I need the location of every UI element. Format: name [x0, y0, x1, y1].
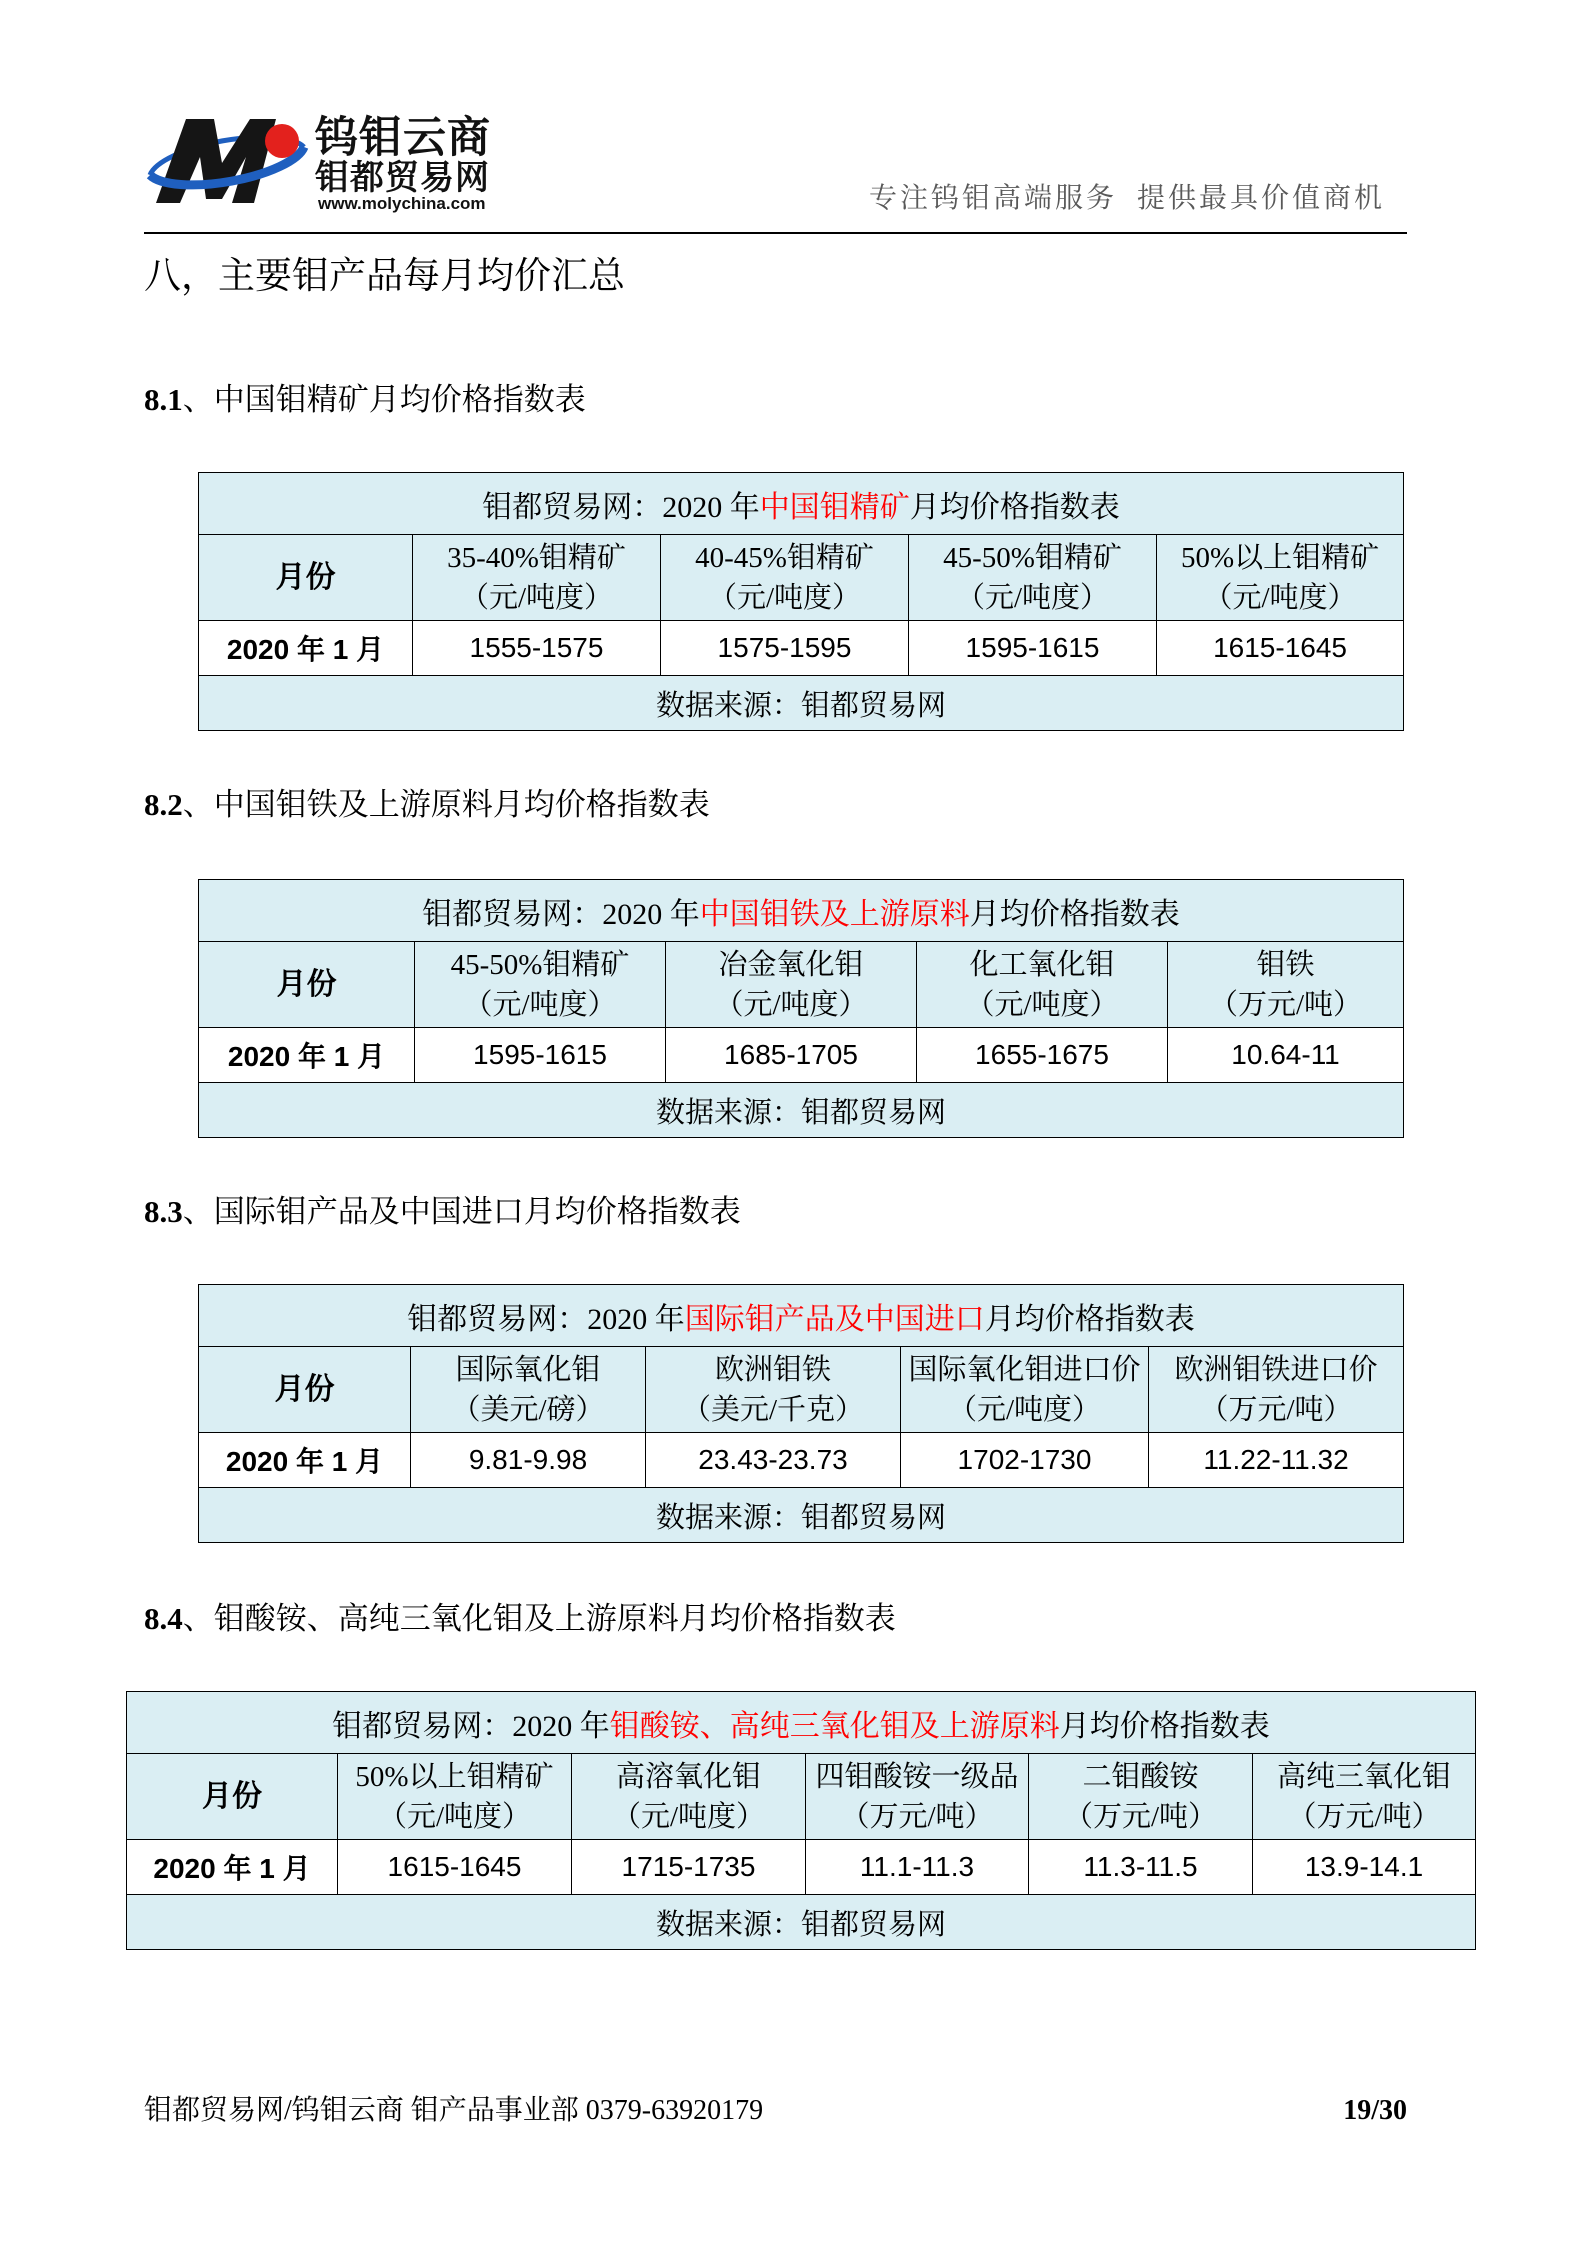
table-title — [199, 880, 1404, 942]
column-header — [1253, 1754, 1476, 1840]
column-unit: （元/吨度） — [377, 1800, 532, 1833]
header-divider — [144, 232, 1407, 234]
table-cell: 11.1-11.3 — [806, 1840, 1029, 1895]
table-source-row — [199, 1083, 1404, 1138]
column-header — [901, 1347, 1149, 1433]
month-header: 月份 — [127, 1754, 338, 1840]
table-title-row — [199, 1285, 1404, 1347]
column-header — [661, 535, 909, 621]
table-cell: 1715-1735 — [572, 1840, 806, 1895]
footer-contact: 钼都贸易网/钨钼云商 钼产品事业部 0379-63920179 — [144, 2095, 764, 2126]
column-header — [666, 942, 917, 1028]
column-name: 40-45%钼精矿 — [695, 541, 874, 574]
column-name: 50%以上钼精矿 — [355, 1760, 554, 1793]
column-unit: （美元/磅） — [451, 1393, 605, 1426]
column-header — [572, 1754, 806, 1840]
subsection-heading — [144, 380, 586, 420]
page-number: 19/30 — [1343, 2095, 1407, 2126]
column-header — [415, 942, 666, 1028]
column-unit: （元/吨度） — [955, 581, 1110, 614]
table-row — [199, 621, 1404, 676]
table-title-highlight: 中国钼铁及上游原料 — [699, 897, 970, 931]
column-unit: （元/吨度） — [707, 581, 862, 614]
column-name: 欧洲钼铁进口价 — [1174, 1353, 1378, 1386]
table-cell: 1615-1645 — [1157, 621, 1404, 676]
column-unit: （万元/吨） — [1063, 1800, 1218, 1833]
subsection-heading — [144, 1599, 896, 1639]
column-unit: （万元/吨） — [1287, 1800, 1441, 1833]
month-header: 月份 — [199, 942, 415, 1028]
table-title — [127, 1692, 1476, 1754]
table-row — [127, 1840, 1476, 1895]
column-header — [1149, 1347, 1404, 1433]
table-title-suffix: 月均价格指数表 — [984, 1302, 1195, 1336]
column-header — [338, 1754, 572, 1840]
column-header — [646, 1347, 901, 1433]
table-title-suffix: 月均价格指数表 — [909, 490, 1120, 524]
column-header — [917, 942, 1168, 1028]
table-cell: 1595-1615 — [415, 1028, 666, 1083]
column-name: 45-50%钼精矿 — [943, 541, 1122, 574]
section-title: 八，主要钼产品每月均价汇总 — [144, 256, 625, 297]
table-header-row — [127, 1754, 1476, 1840]
table-title-highlight: 中国钼精矿 — [759, 490, 910, 524]
table-title-suffix: 月均价格指数表 — [1059, 1709, 1270, 1743]
month-cell: 2020 年 1 月 — [199, 621, 413, 676]
column-name: 钼铁 — [1256, 948, 1315, 981]
price-table — [198, 1284, 1404, 1543]
table-source-row — [127, 1895, 1476, 1950]
column-unit: （元/吨度） — [463, 988, 617, 1021]
logo-m-shape — [156, 119, 276, 203]
table-row — [199, 1433, 1404, 1488]
table-cell: 11.22-11.32 — [1149, 1433, 1404, 1488]
table-cell: 9.81-9.98 — [411, 1433, 646, 1488]
table-header-row — [199, 1347, 1404, 1433]
table-header-row — [199, 535, 1404, 621]
subsection-text: 、中国钼铁及上游原料月均价格指数表 — [182, 787, 710, 822]
logo-graphic — [142, 113, 312, 209]
column-header — [1168, 942, 1404, 1028]
table-title — [199, 1285, 1404, 1347]
column-header — [909, 535, 1157, 621]
table-cell: 1575-1595 — [661, 621, 909, 676]
table-title-highlight: 钼酸铵、高纯三氧化钼及上游原料 — [609, 1709, 1060, 1743]
month-header: 月份 — [199, 1347, 411, 1433]
month-cell: 2020 年 1 月 — [199, 1433, 411, 1488]
column-unit: （元/吨度） — [459, 581, 614, 614]
subsection-number: 8.1 — [144, 382, 183, 417]
month-cell: 2020 年 1 月 — [199, 1028, 415, 1083]
subsection-number: 8.4 — [144, 1601, 183, 1636]
column-name: 化工氧化钼 — [969, 948, 1115, 981]
table-source-row — [199, 1488, 1404, 1543]
table-row — [199, 1028, 1404, 1083]
table-cell: 1595-1615 — [909, 621, 1157, 676]
column-unit: （元/吨度） — [965, 988, 1119, 1021]
subsection-text: 、钼酸铵、高纯三氧化钼及上游原料月均价格指数表 — [182, 1601, 896, 1636]
header-tagline: 专注钨钼高端服务 提供最具价值商机 — [868, 183, 1385, 214]
column-name: 冶金氧化钼 — [718, 948, 864, 981]
month-cell: 2020 年 1 月 — [127, 1840, 338, 1895]
table-header-row — [199, 942, 1404, 1028]
table-source: 数据来源：钼都贸易网 — [199, 1083, 1404, 1138]
column-unit: （元/吨度） — [947, 1393, 1102, 1426]
table-cell: 1685-1705 — [666, 1028, 917, 1083]
subsection-heading — [144, 1192, 741, 1232]
price-table — [126, 1691, 1476, 1950]
logo-icon — [142, 113, 312, 209]
table-source: 数据来源：钼都贸易网 — [199, 676, 1404, 731]
column-unit: （元/吨度） — [611, 1800, 766, 1833]
table-source: 数据来源：钼都贸易网 — [199, 1488, 1404, 1543]
subsection-number: 8.2 — [144, 787, 183, 822]
table-title-row — [199, 880, 1404, 942]
column-unit: （万元/吨） — [1209, 988, 1363, 1021]
column-name: 国际氧化钼进口价 — [908, 1353, 1141, 1386]
subsection-text: 、中国钼精矿月均价格指数表 — [182, 382, 586, 417]
month-header: 月份 — [199, 535, 413, 621]
table-cell: 11.3-11.5 — [1029, 1840, 1253, 1895]
column-name: 二钼酸铵 — [1082, 1760, 1199, 1793]
table-cell: 10.64-11 — [1168, 1028, 1404, 1083]
logo-brand-name: 钨钼云商 — [315, 113, 491, 163]
table-cell: 23.43-23.73 — [646, 1433, 901, 1488]
column-name: 高溶氧化钼 — [615, 1760, 761, 1793]
logo-red-ball — [265, 124, 299, 158]
column-header — [411, 1347, 646, 1433]
table-title-prefix: 钼都贸易网：2020 年 — [407, 1302, 685, 1336]
table-title — [199, 473, 1404, 535]
column-name: 35-40%钼精矿 — [447, 541, 626, 574]
column-header — [1157, 535, 1404, 621]
subsection-number: 8.3 — [144, 1194, 183, 1229]
table-cell: 1702-1730 — [901, 1433, 1149, 1488]
price-table — [198, 879, 1404, 1138]
table-title-prefix: 钼都贸易网：2020 年 — [482, 490, 760, 524]
price-table — [198, 472, 1404, 731]
table-cell: 1615-1645 — [338, 1840, 572, 1895]
table-title-highlight: 国际钼产品及中国进口 — [684, 1302, 985, 1336]
logo-brand-subtitle: 钼都贸易网 — [315, 158, 490, 198]
column-unit: （美元/千克） — [681, 1393, 865, 1426]
logo-url: www.molychina.com — [318, 194, 486, 213]
column-unit: （万元/吨） — [1199, 1393, 1353, 1426]
subsection-heading — [144, 785, 710, 825]
column-header — [806, 1754, 1029, 1840]
table-cell: 13.9-14.1 — [1253, 1840, 1476, 1895]
table-cell: 1655-1675 — [917, 1028, 1168, 1083]
column-header — [1029, 1754, 1253, 1840]
column-unit: （元/吨度） — [714, 988, 868, 1021]
table-title-suffix: 月均价格指数表 — [969, 897, 1180, 931]
column-name: 四钼酸铵一级品 — [815, 1760, 1019, 1793]
subsection-text: 、国际钼产品及中国进口月均价格指数表 — [182, 1194, 741, 1229]
column-unit: （万元/吨） — [840, 1800, 994, 1833]
column-name: 45-50%钼精矿 — [450, 948, 630, 981]
column-name: 高纯三氧化钼 — [1277, 1760, 1452, 1793]
table-title-row — [199, 473, 1404, 535]
table-title-prefix: 钼都贸易网：2020 年 — [332, 1709, 610, 1743]
table-source-row — [199, 676, 1404, 731]
table-title-prefix: 钼都贸易网：2020 年 — [422, 897, 700, 931]
column-header — [413, 535, 661, 621]
column-name: 国际氧化钼 — [455, 1353, 601, 1386]
table-cell: 1555-1575 — [413, 621, 661, 676]
table-source: 数据来源：钼都贸易网 — [127, 1895, 1476, 1950]
column-unit: （元/吨度） — [1203, 581, 1357, 614]
table-title-row — [127, 1692, 1476, 1754]
column-name: 欧洲钼铁 — [714, 1353, 831, 1386]
column-name: 50%以上钼精矿 — [1180, 541, 1380, 574]
